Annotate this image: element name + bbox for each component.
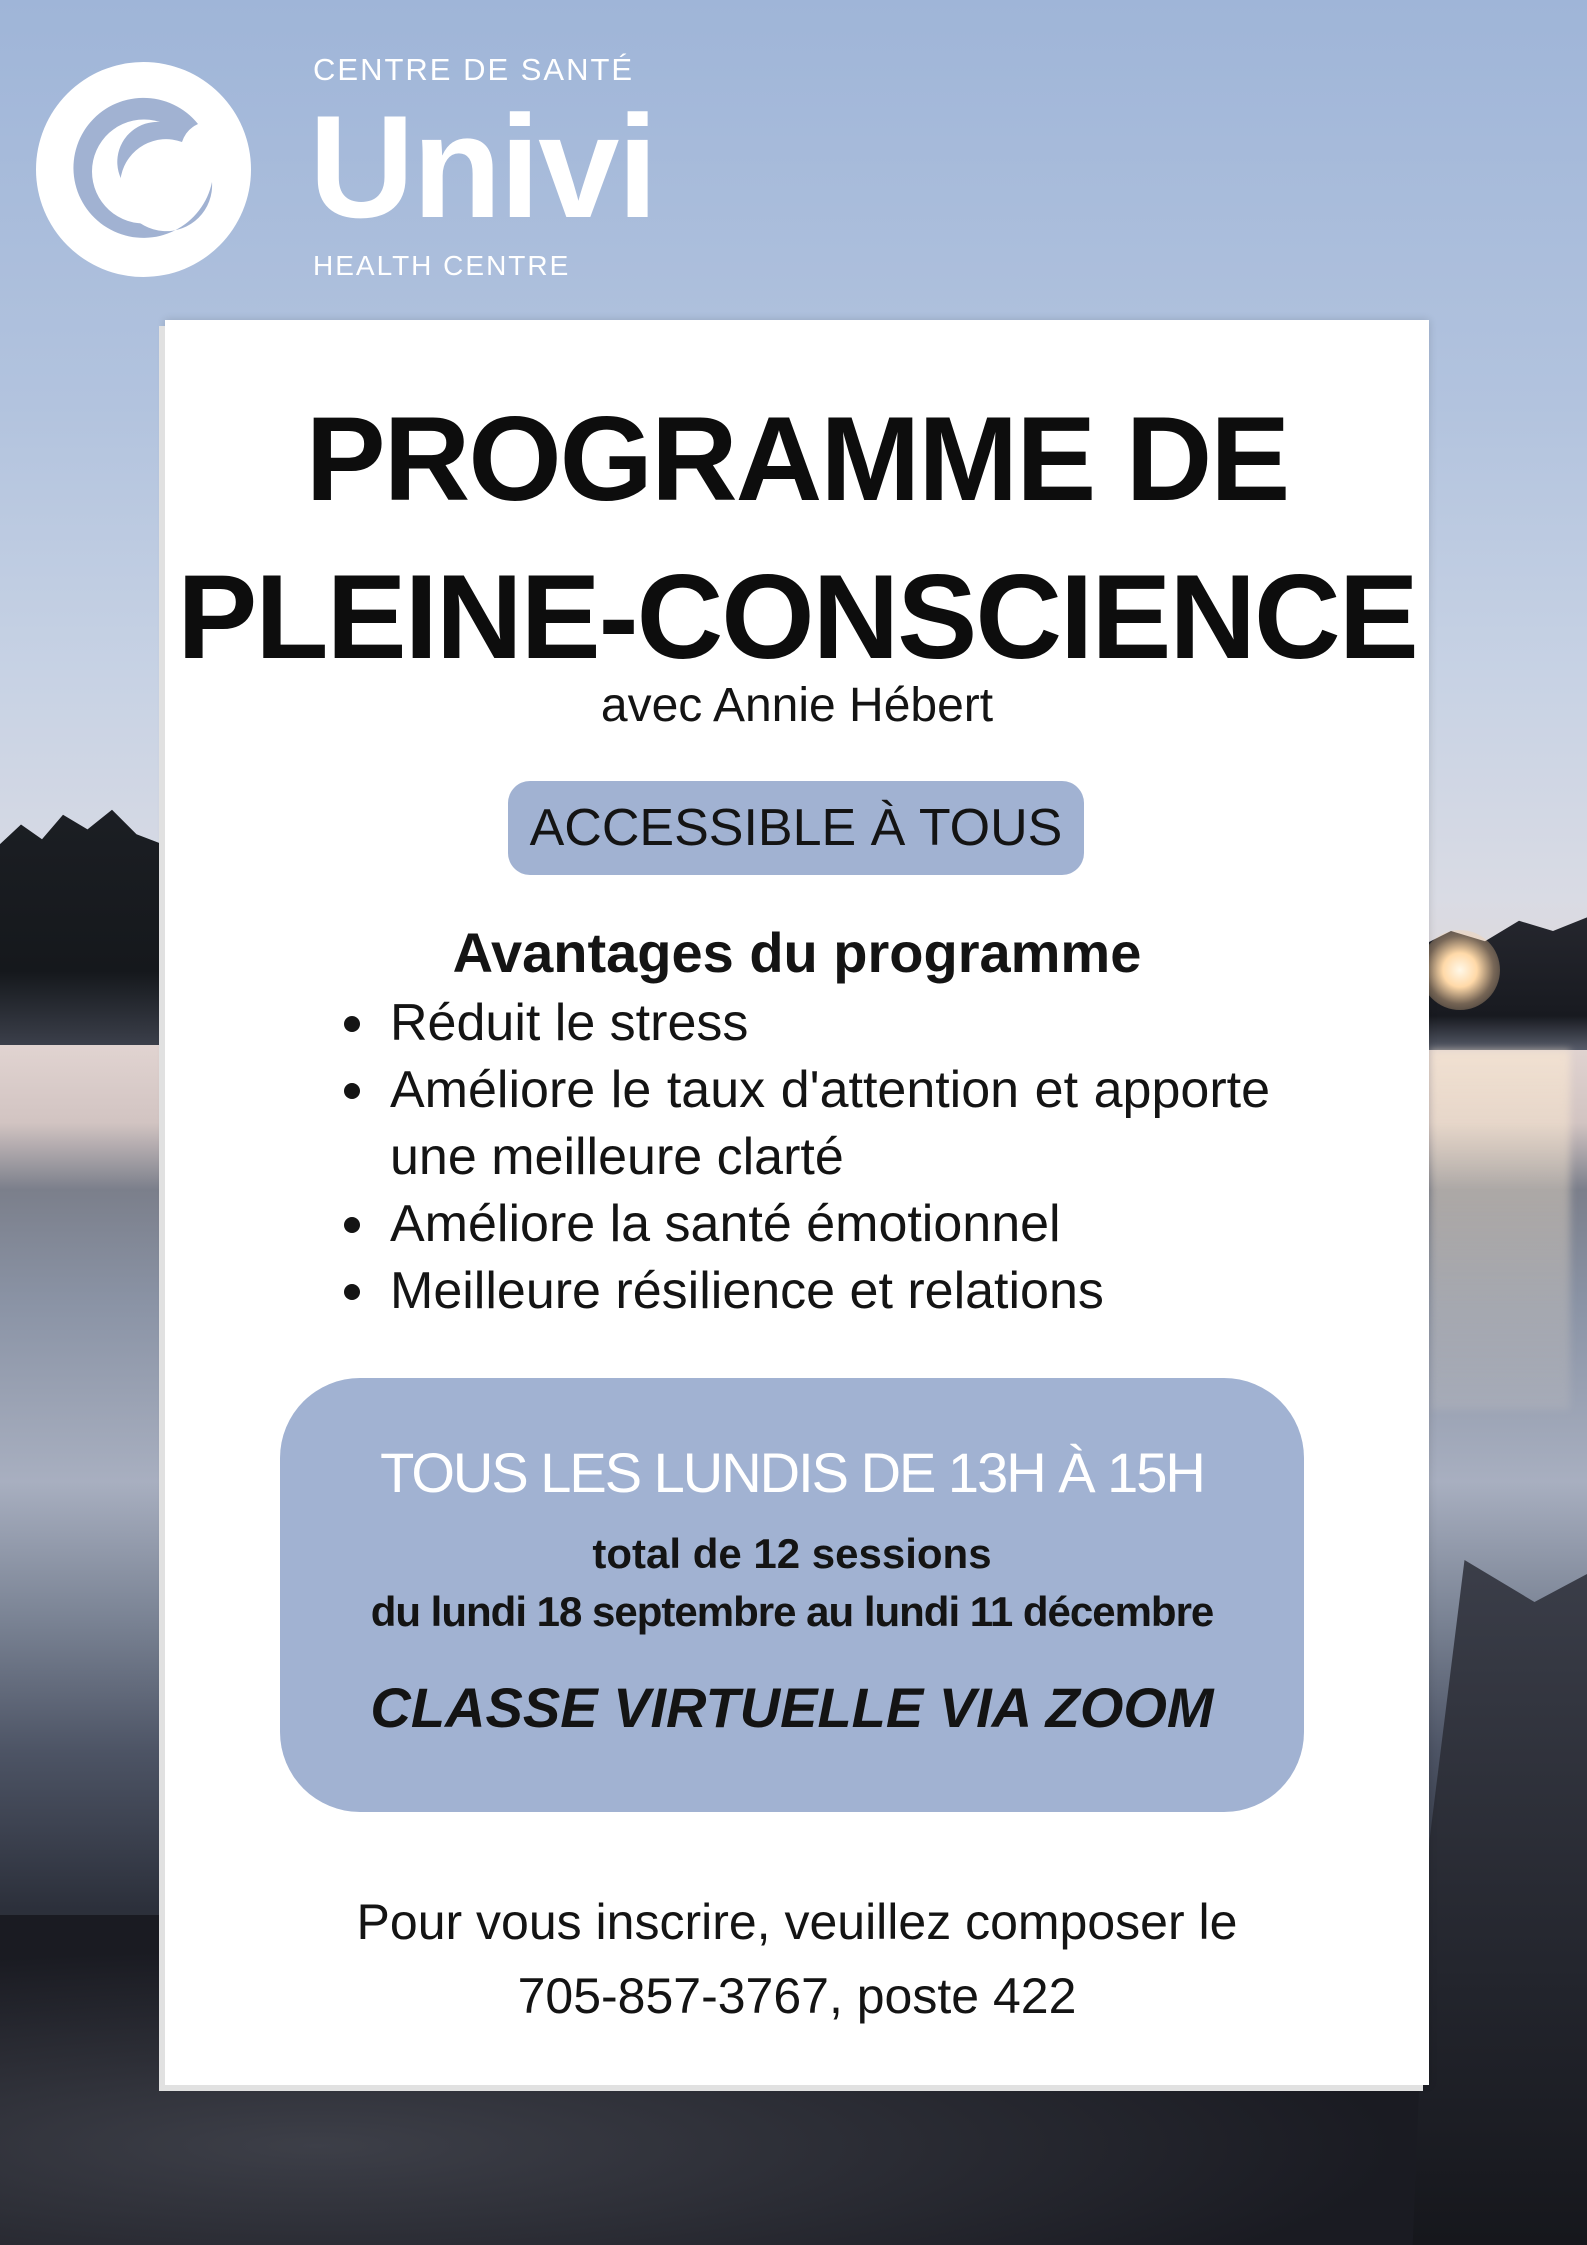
poster-card [165,320,1429,2085]
benefit-text: Réduit le stress [390,994,749,1052]
class-location: CLASSE VIRTUELLE VIA ZOOM [370,1676,1214,1739]
sun [1420,930,1500,1010]
benefits-heading: Avantages du programme [452,921,1142,984]
benefits-list [340,990,1270,1325]
title-line-2: PLEINE-CONSCIENCE [177,550,1417,684]
title-line-1: PROGRAMME DE [305,392,1289,526]
benefit-text: Améliore la santé émotionnel [390,1195,1061,1253]
univi-logo-mark-icon [36,62,251,277]
bullet-icon [344,1217,360,1233]
registration-text: Pour vous inscrire, veuillez composer le [356,1894,1238,1950]
schedule-heading: TOUS LES LUNDIS DE 13H À 15H [380,1441,1204,1504]
benefit-item [340,1057,1270,1191]
treeline-left [0,800,175,1045]
session-count: total de 12 sessions [592,1530,992,1577]
page-title [165,380,1429,696]
session-dates: du lundi 18 septembre au lundi 11 décembre [370,1588,1214,1635]
bullet-icon [344,1284,360,1300]
benefit-item [340,990,1270,1057]
instructor-subtitle: avec Annie Hébert [600,679,994,732]
logo-top-text: CENTRE DE SANTÉ [313,52,635,87]
phone-number: 705-857-3767, poste 422 [517,1968,1077,2024]
accessibility-badge: ACCESSIBLE À TOUS [508,781,1084,875]
logo-main-text: Univi [309,85,656,248]
bullet-icon [344,1016,360,1032]
benefit-text: Meilleure résilience et relations [390,1262,1104,1320]
rock-right [1412,1560,1587,2245]
benefit-item [340,1258,1270,1325]
bullet-icon [344,1083,360,1099]
logo-bottom-text: HEALTH CENTRE [313,250,571,281]
univi-logo [36,52,736,292]
registration-info [165,1885,1429,2033]
benefit-item [340,1191,1270,1258]
benefit-text: Améliore le taux d'attention et apporte une meilleure clarté [390,1061,1270,1186]
schedule-box [280,1378,1304,1812]
sun-reflection [1430,1050,1570,1410]
